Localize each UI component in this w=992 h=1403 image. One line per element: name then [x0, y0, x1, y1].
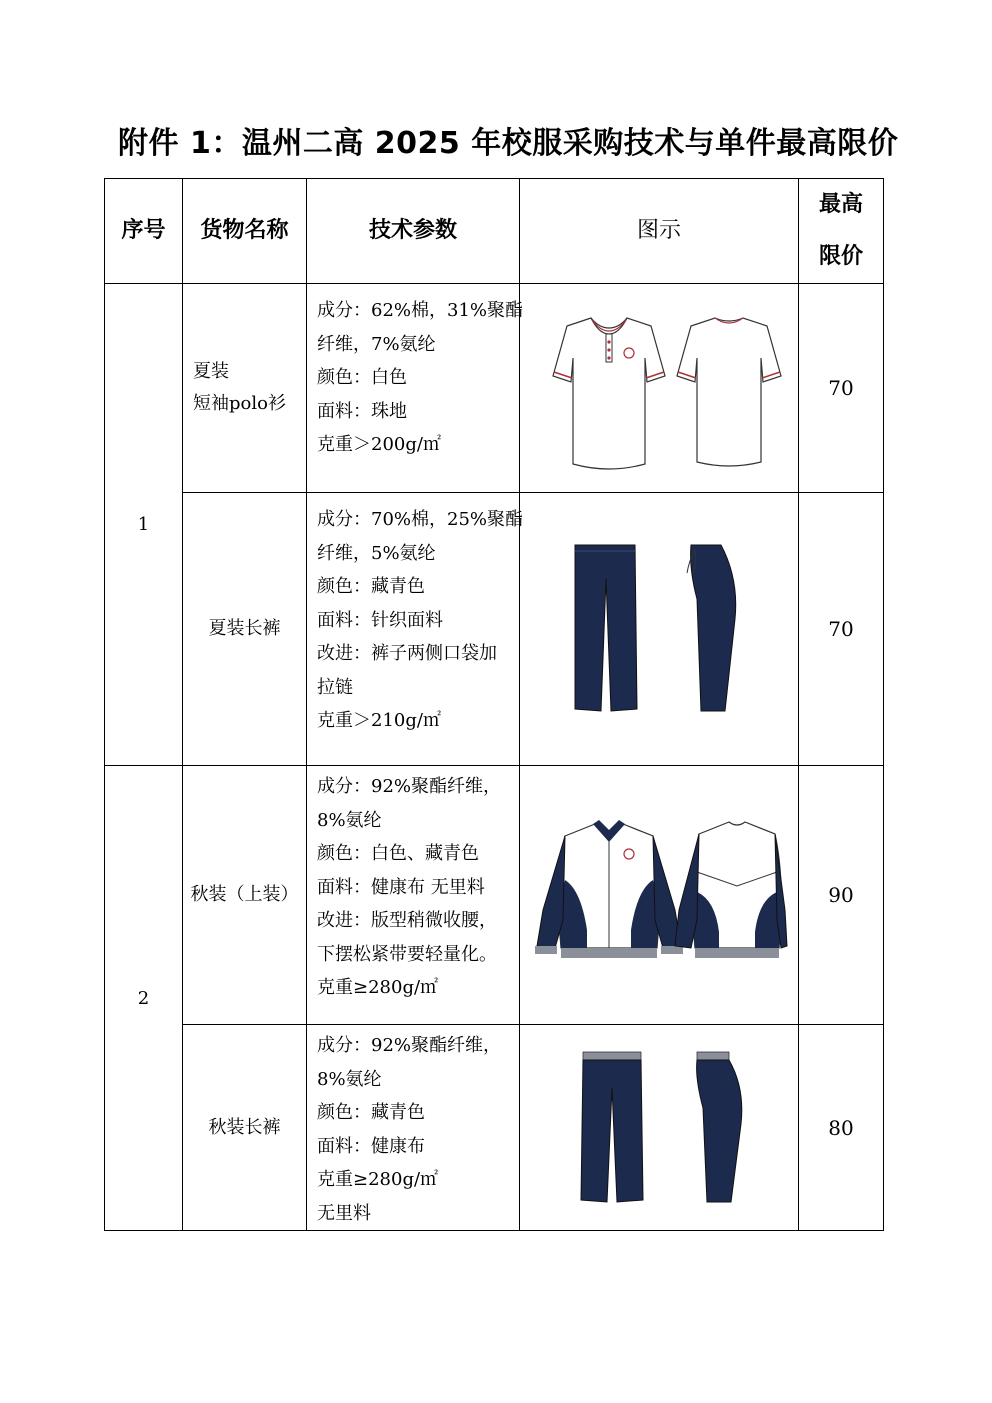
spec-line: 克重＞200g/㎡: [317, 434, 441, 455]
jacket-illustration: [529, 820, 789, 970]
spec-line: 颜色：白色、藏青色: [317, 843, 479, 864]
spec-line: 克重≥280g/㎡: [317, 1169, 439, 1190]
spec-line: 成分：70%棉，25%聚酯: [317, 509, 524, 530]
item-name-line: 夏装长裤: [208, 618, 281, 639]
item-name-line: 短袖polo衫: [193, 393, 286, 414]
spec-line: 颜色：藏青色: [317, 576, 425, 597]
spec-line: 面料：珠地: [317, 400, 407, 422]
seq-cell: 1: [105, 284, 183, 766]
table-row: [105, 1025, 884, 1231]
spec-line: 颜色：白色: [317, 367, 407, 388]
item-name: [183, 766, 307, 1025]
header-spec: 技术参数: [307, 179, 520, 284]
table-row: [105, 766, 884, 1025]
spec-line: 纤维，7%氨纶: [317, 333, 436, 355]
item-name: [183, 284, 307, 493]
header-price: [799, 179, 884, 284]
spec-cell: [307, 284, 524, 493]
item-name-line: 夏装: [193, 361, 229, 382]
spec-line: 成分：62%棉，31%聚酯: [317, 300, 524, 321]
price-cell: 90: [799, 766, 884, 1025]
spec-line: 改进：版型稍微收腰，: [317, 910, 497, 931]
price-cell: 80: [799, 1025, 884, 1231]
spec-line: 改进：裤子两侧口袋加: [317, 643, 497, 664]
header-name: 货物名称: [183, 179, 307, 284]
spec-line: 面料：健康布: [317, 1135, 425, 1157]
item-name-line: 秋装长裤: [208, 1116, 281, 1138]
header-price-line1: 最高: [818, 192, 863, 217]
jacket-front-icon: [535, 820, 683, 958]
table-row: [105, 493, 884, 766]
spec-line: 8%氨纶: [317, 809, 382, 831]
figure-cell: [520, 284, 799, 493]
header-price-line2: 限价: [818, 244, 863, 269]
spec-line: 下摆松紧带要轻量化。: [317, 943, 497, 965]
spec-line: 成分：92%聚酯纤维，: [317, 776, 502, 797]
spec-cell: [307, 766, 520, 1025]
polo-back-icon: [677, 318, 781, 466]
trousers-side-icon: [687, 545, 736, 711]
item-name-line: 秋装（上装）: [190, 884, 299, 905]
trousers-front-icon: [575, 545, 637, 711]
spec-line: 无里料: [317, 1202, 371, 1224]
spec-line: 拉链: [317, 676, 353, 698]
polo-front-icon: [553, 318, 665, 469]
item-name: [183, 1025, 307, 1231]
price-cell: 70: [799, 284, 884, 493]
spec-line: 克重≥280g/㎡: [317, 977, 439, 998]
spec-line: 纤维，5%氨纶: [317, 542, 436, 564]
header-figure: 图示: [520, 179, 799, 284]
jacket-back-icon: [675, 822, 787, 958]
price-cell: 70: [799, 493, 884, 766]
spec-line: 面料：针织面料: [317, 609, 443, 631]
header-row: [105, 179, 884, 284]
figure-cell: [520, 1025, 799, 1231]
item-name: [183, 493, 307, 766]
spec-cell: [307, 1025, 520, 1231]
procurement-table: [104, 178, 884, 1231]
table-row: [105, 284, 884, 493]
spec-line: 克重＞210g/㎡: [317, 710, 441, 731]
seq-cell: 2: [105, 766, 183, 1231]
trousers-front-icon: [581, 1052, 643, 1202]
spec-line: 8%氨纶: [317, 1068, 382, 1090]
spec-line: 成分：92%聚酯纤维，: [317, 1035, 502, 1056]
spec-line: 面料：健康布 无里料: [317, 876, 485, 898]
trousers-side-icon: [697, 1052, 742, 1202]
header-seq: 序号: [105, 179, 183, 284]
navy-trousers-illustration: [539, 539, 779, 719]
navy-trousers-illustration: [539, 1048, 779, 1208]
spec-line: 颜色：藏青色: [317, 1102, 425, 1123]
figure-cell: [520, 766, 799, 1025]
spec-cell: [307, 493, 524, 766]
polo-shirt-illustration: [529, 298, 789, 478]
figure-cell: [520, 493, 799, 766]
page-title: 附件 1：温州二高 2025 年校服采购技术与单件最高限价: [118, 126, 899, 161]
